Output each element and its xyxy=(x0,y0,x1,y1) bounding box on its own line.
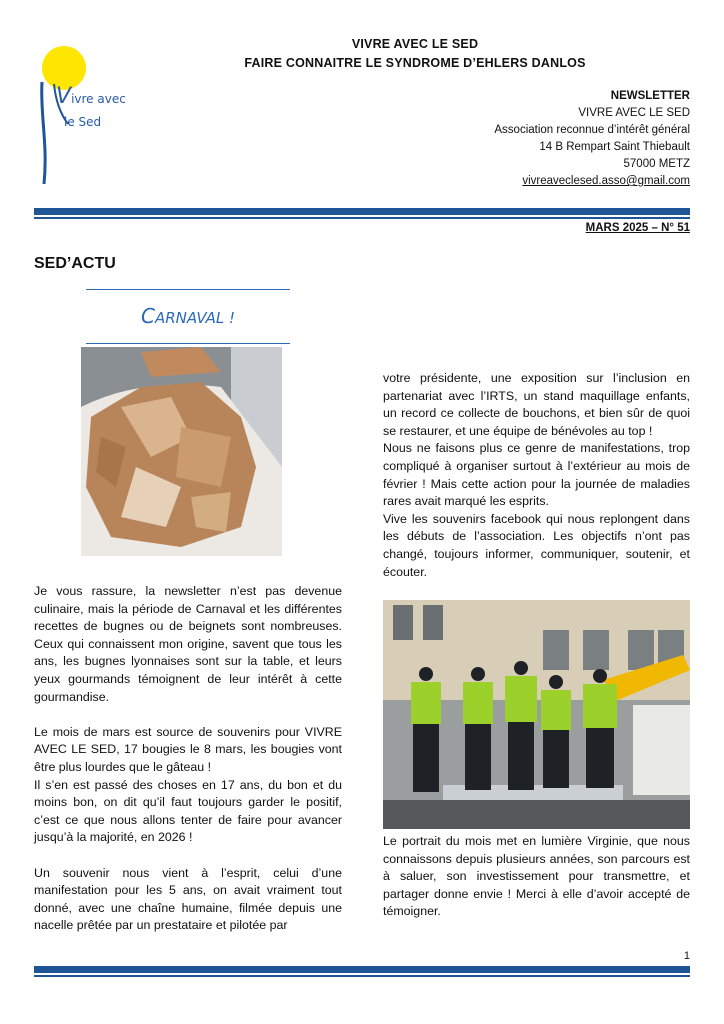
paragraph: Vive les souvenirs facebook qui nous replongent dans les débuts de l’association. Les objectifs n’ont pas changé, toujours informer, communiquer, soutenir, et écouter. xyxy=(383,511,690,579)
article-title-initial: C xyxy=(140,304,155,328)
org-street: 14 B Rempart Saint Thiebault xyxy=(539,141,690,153)
org-status: Association reconnue d’intérêt général xyxy=(494,124,690,136)
address-block xyxy=(494,88,690,190)
title-rule-bottom xyxy=(86,343,290,344)
logo xyxy=(34,44,134,189)
closing-paragraph: Le portrait du mois met en lumière Virginie, que nous connaissons depuis plusieurs années, son parcours est à saluer, son investissement pour transmettre, et partager donne envie ! Merci à elle d’avoir accepté de témoigner. xyxy=(383,834,690,919)
paragraph: Un souvenir nous vient à l’esprit, celui d’une manifestation pour les 5 ans, on avait vraiment tout donné, avec une chaîne humaine, filmée depuis une nacelle prêtée par un prestataire et pilotée par xyxy=(34,865,342,933)
paragraph: Le mois de mars est source de souvenirs pour VIVRE AVEC LE SED, 17 bougies le 8 mars, les bougies vont être plus lourdes que le gâteau ! xyxy=(34,724,342,774)
paragraph: Je vous rassure, la newsletter n’est pas devenue culinaire, mais la période de Carnaval et les différentes recettes de bugnes ou de beignets sont nombreuses. Ceux qui connaissent mon origine, savent que tous les ans, les bugnes lyonnaises sont sur la table, et leurs yeux gourmands témoignent de leur intérêt à cette gourmandise. xyxy=(34,584,342,704)
logo-line1: ivre avec xyxy=(71,92,126,106)
footer-divider xyxy=(34,966,690,977)
title-rule-top xyxy=(86,289,290,290)
bugnes-photo xyxy=(81,347,282,556)
logo-stem xyxy=(42,82,45,184)
org-name: VIVRE AVEC LE SED xyxy=(578,107,690,119)
page-number: 1 xyxy=(683,950,690,962)
paragraph: Nous ne faisons plus ce genre de manifestations, trop compliqué à organiser surtout à l’extérieur au mois de février ! Mais cette action pour la journée de maladies rares avait marqué les esprits. xyxy=(383,441,690,509)
header-title-2: FAIRE CONNAITRE LE SYNDROME D’EHLERS DANLOS xyxy=(244,56,586,70)
article-title xyxy=(86,304,290,328)
logo-initial: V xyxy=(56,84,72,109)
article-right-column xyxy=(383,370,690,581)
org-city: 57000 METZ xyxy=(623,158,690,170)
section-title: SED’ACTU xyxy=(34,255,116,272)
issue-label: MARS 2025 – N° 51 xyxy=(585,222,690,234)
paragraph: votre présidente, une exposition sur l’inclusion en partenariat avec l’IRTS, un stand maquillage enfants, un record ce collecte de bouchons, et bien sûr de quoi se restaurer, et une équipe de bénévoles au top ! xyxy=(383,371,690,438)
newsletter-label: NEWSLETTER xyxy=(610,90,690,102)
volunteers-photo xyxy=(383,600,690,829)
email-link[interactable]: vivreaveclesed.asso@gmail.com xyxy=(522,175,690,187)
header-title-1: VIVRE AVEC LE SED xyxy=(351,37,479,51)
header-divider xyxy=(34,208,690,219)
logo-line2: le Sed xyxy=(64,115,102,129)
paragraph: Il s’en est passé des choses en 17 ans, du bon et du moins bon, on dit qu’il faut toujours garder le positif, c’est ce que nous allons tenter de faire pour avancer jusqu’à la majorité, en 2026 ! xyxy=(34,777,342,845)
article-title-rest: ARNAVAL ! xyxy=(154,309,236,327)
article-left-column xyxy=(34,583,342,935)
